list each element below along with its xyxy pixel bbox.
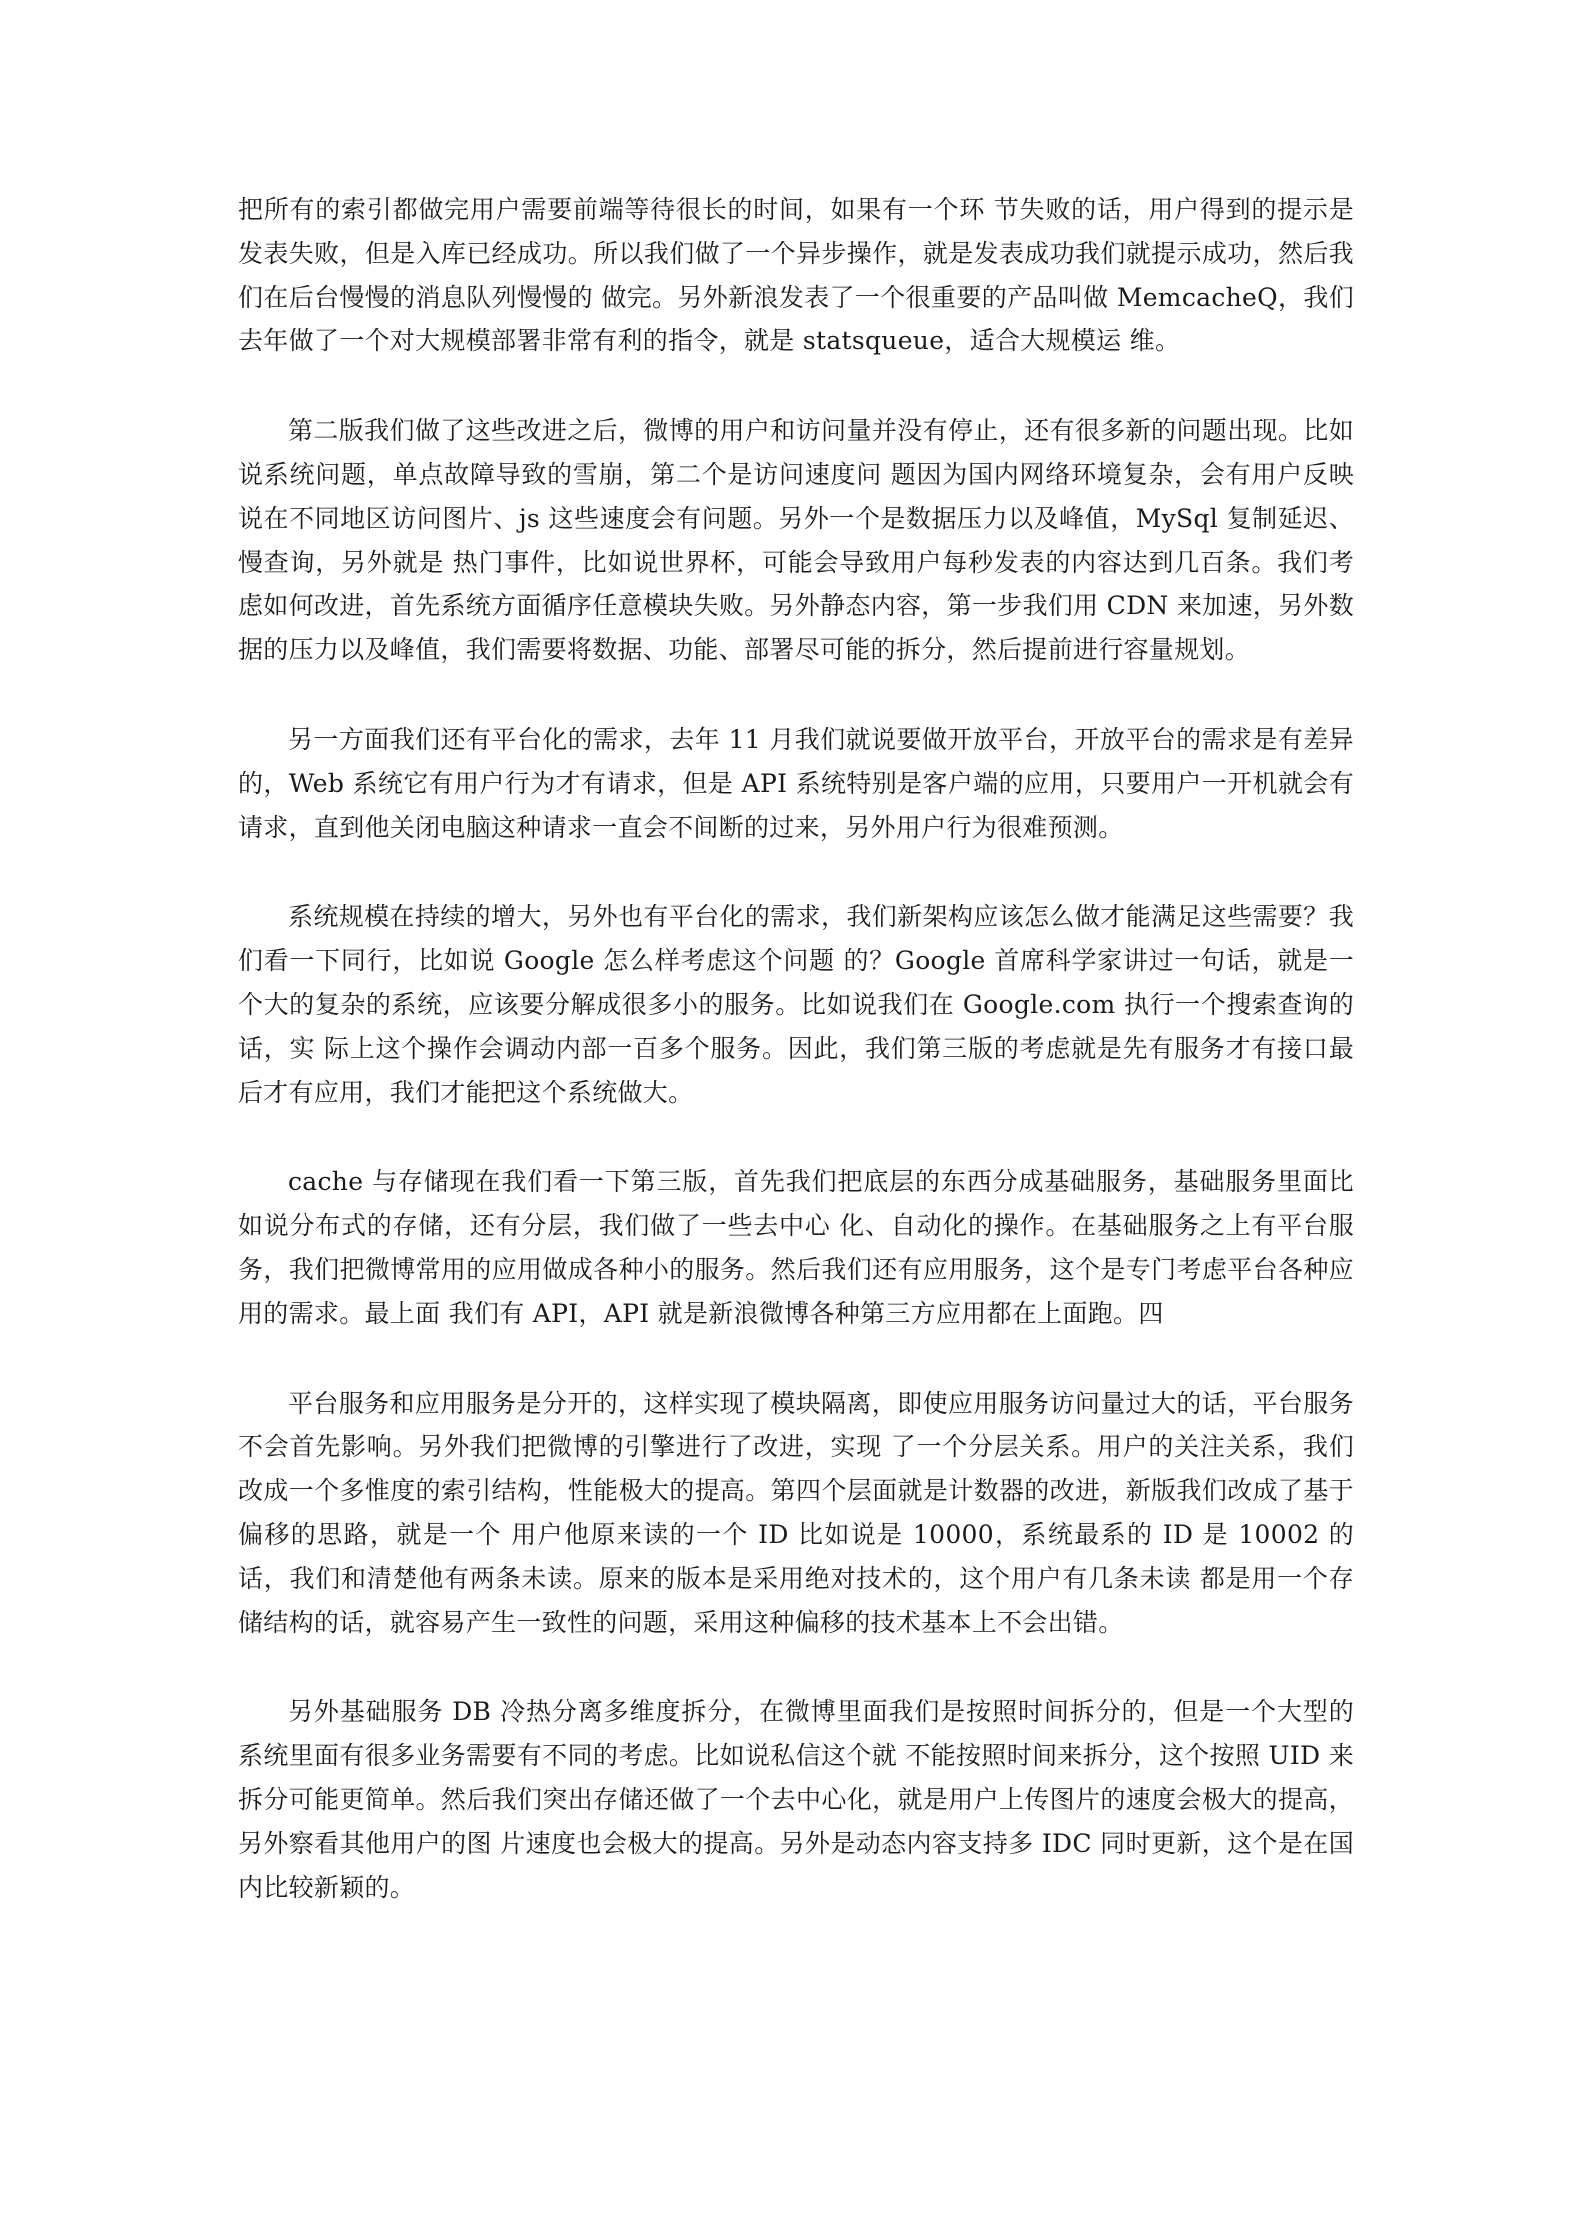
document-body xyxy=(238,188,1354,1955)
paragraph-7: 另外基础服务 DB 冷热分离多维度拆分，在微博里面我们是按照时间拆分的，但是一个大型的系统里面有很多业务需要有不同的考虑。比如说私信这个就 不能按照时间来拆分，这个按照 UID 来拆分可能更简单。然后我们突出存储还做了一个去中心化，就是用户上传图片的速度会极大的提高，另外察看其他用户的图 片速度也会极大的提高。另外是动态内容支持多 IDC 同时更新，这个是在国内比较新颖的。 xyxy=(238,1697,1354,1902)
paragraph-6: 平台服务和应用服务是分开的，这样实现了模块隔离，即使应用服务访问量过大的话，平台服务不会首先影响。另外我们把微博的引擎进行了改进，实现 了一个分层关系。用户的关注关系，我们改成一个多惟度的索引结构，性能极大的提高。第四个层面就是计数器的改进，新版我们改成了基于偏移的思路，就是一个 用户他原来读的一个 ID 比如说是 10000，系统最系的 ID 是 10002 的话，我们和清楚他有两条未读。原来的版本是采用绝对技术的，这个用户有几条未读 都是用一个存储结构的话，就容易产生一致性的问题，采用这种偏移的技术基本上不会出错。 xyxy=(238,1388,1354,1637)
paragraph-2: 第二版我们做了这些改进之后，微博的用户和访问量并没有停止，还有很多新的问题出现。比如说系统问题，单点故障导致的雪崩，第二个是访问速度问 题因为国内网络环境复杂，会有用户反映说在不同地区访问图片、js 这些速度会有问题。另外一个是数据压力以及峰值，MySql 复制延迟、慢查询，另外就是 热门事件，比如说世界杯，可能会导致用户每秒发表的内容达到几百条。我们考虑如何改进，首先系统方面循序任意模块失败。另外静态内容，第一步我们用 CDN 来加速，另外数据的压力以及峰值，我们需要将数据、功能、部署尽可能的拆分，然后提前进行容量规划。 xyxy=(238,416,1354,665)
paragraph-5: cache 与存储现在我们看一下第三版，首先我们把底层的东西分成基础服务，基础服务里面比如说分布式的存储，还有分层，我们做了一些去中心 化、自动化的操作。在基础服务之上有平台服务，我们把微博常用的应用做成各种小的服务。然后我们还有应用服务，这个是专门考虑平台各种应用的需求。最上面 我们有 API，API 就是新浪微博各种第三方应用都在上面跑。四 xyxy=(238,1167,1354,1328)
paragraph-1: 把所有的索引都做完用户需要前端等待很长的时间，如果有一个环 节失败的话，用户得到的提示是发表失败，但是入库已经成功。所以我们做了一个异步操作，就是发表成功我们就提示成功，然后我们在后台慢慢的消息队列慢慢的 做完。另外新浪发表了一个很重要的产品叫做 MemcacheQ，我们去年做了一个对大规模部署非常有利的指令，就是 statsqueue，适合大规模运 维。 xyxy=(238,195,1354,356)
paragraph-3: 另一方面我们还有平台化的需求，去年 11 月我们就说要做开放平台，开放平台的需求是有差异的，Web 系统它有用户行为才有请求，但是 API 系统特别是客户端的应用，只要用户一开机就会有请求，直到他关闭电脑这种请求一直会不间断的过来，另外用户行为很难预测。 xyxy=(238,724,1354,842)
paragraph-4: 系统规模在持续的增大，另外也有平台化的需求，我们新架构应该怎么做才能满足这些需要？我们看一下同行，比如说 Google 怎么样考虑这个问题 的？Google 首席科学家讲过一句话，就是一个大的复杂的系统，应该要分解成很多小的服务。比如说我们在 Google.com 执行一个搜索查询的话，实 际上这个操作会调动内部一百多个服务。因此，我们第三版的考虑就是先有服务才有接口最后才有应用，我们才能把这个系统做大。 xyxy=(238,902,1354,1107)
